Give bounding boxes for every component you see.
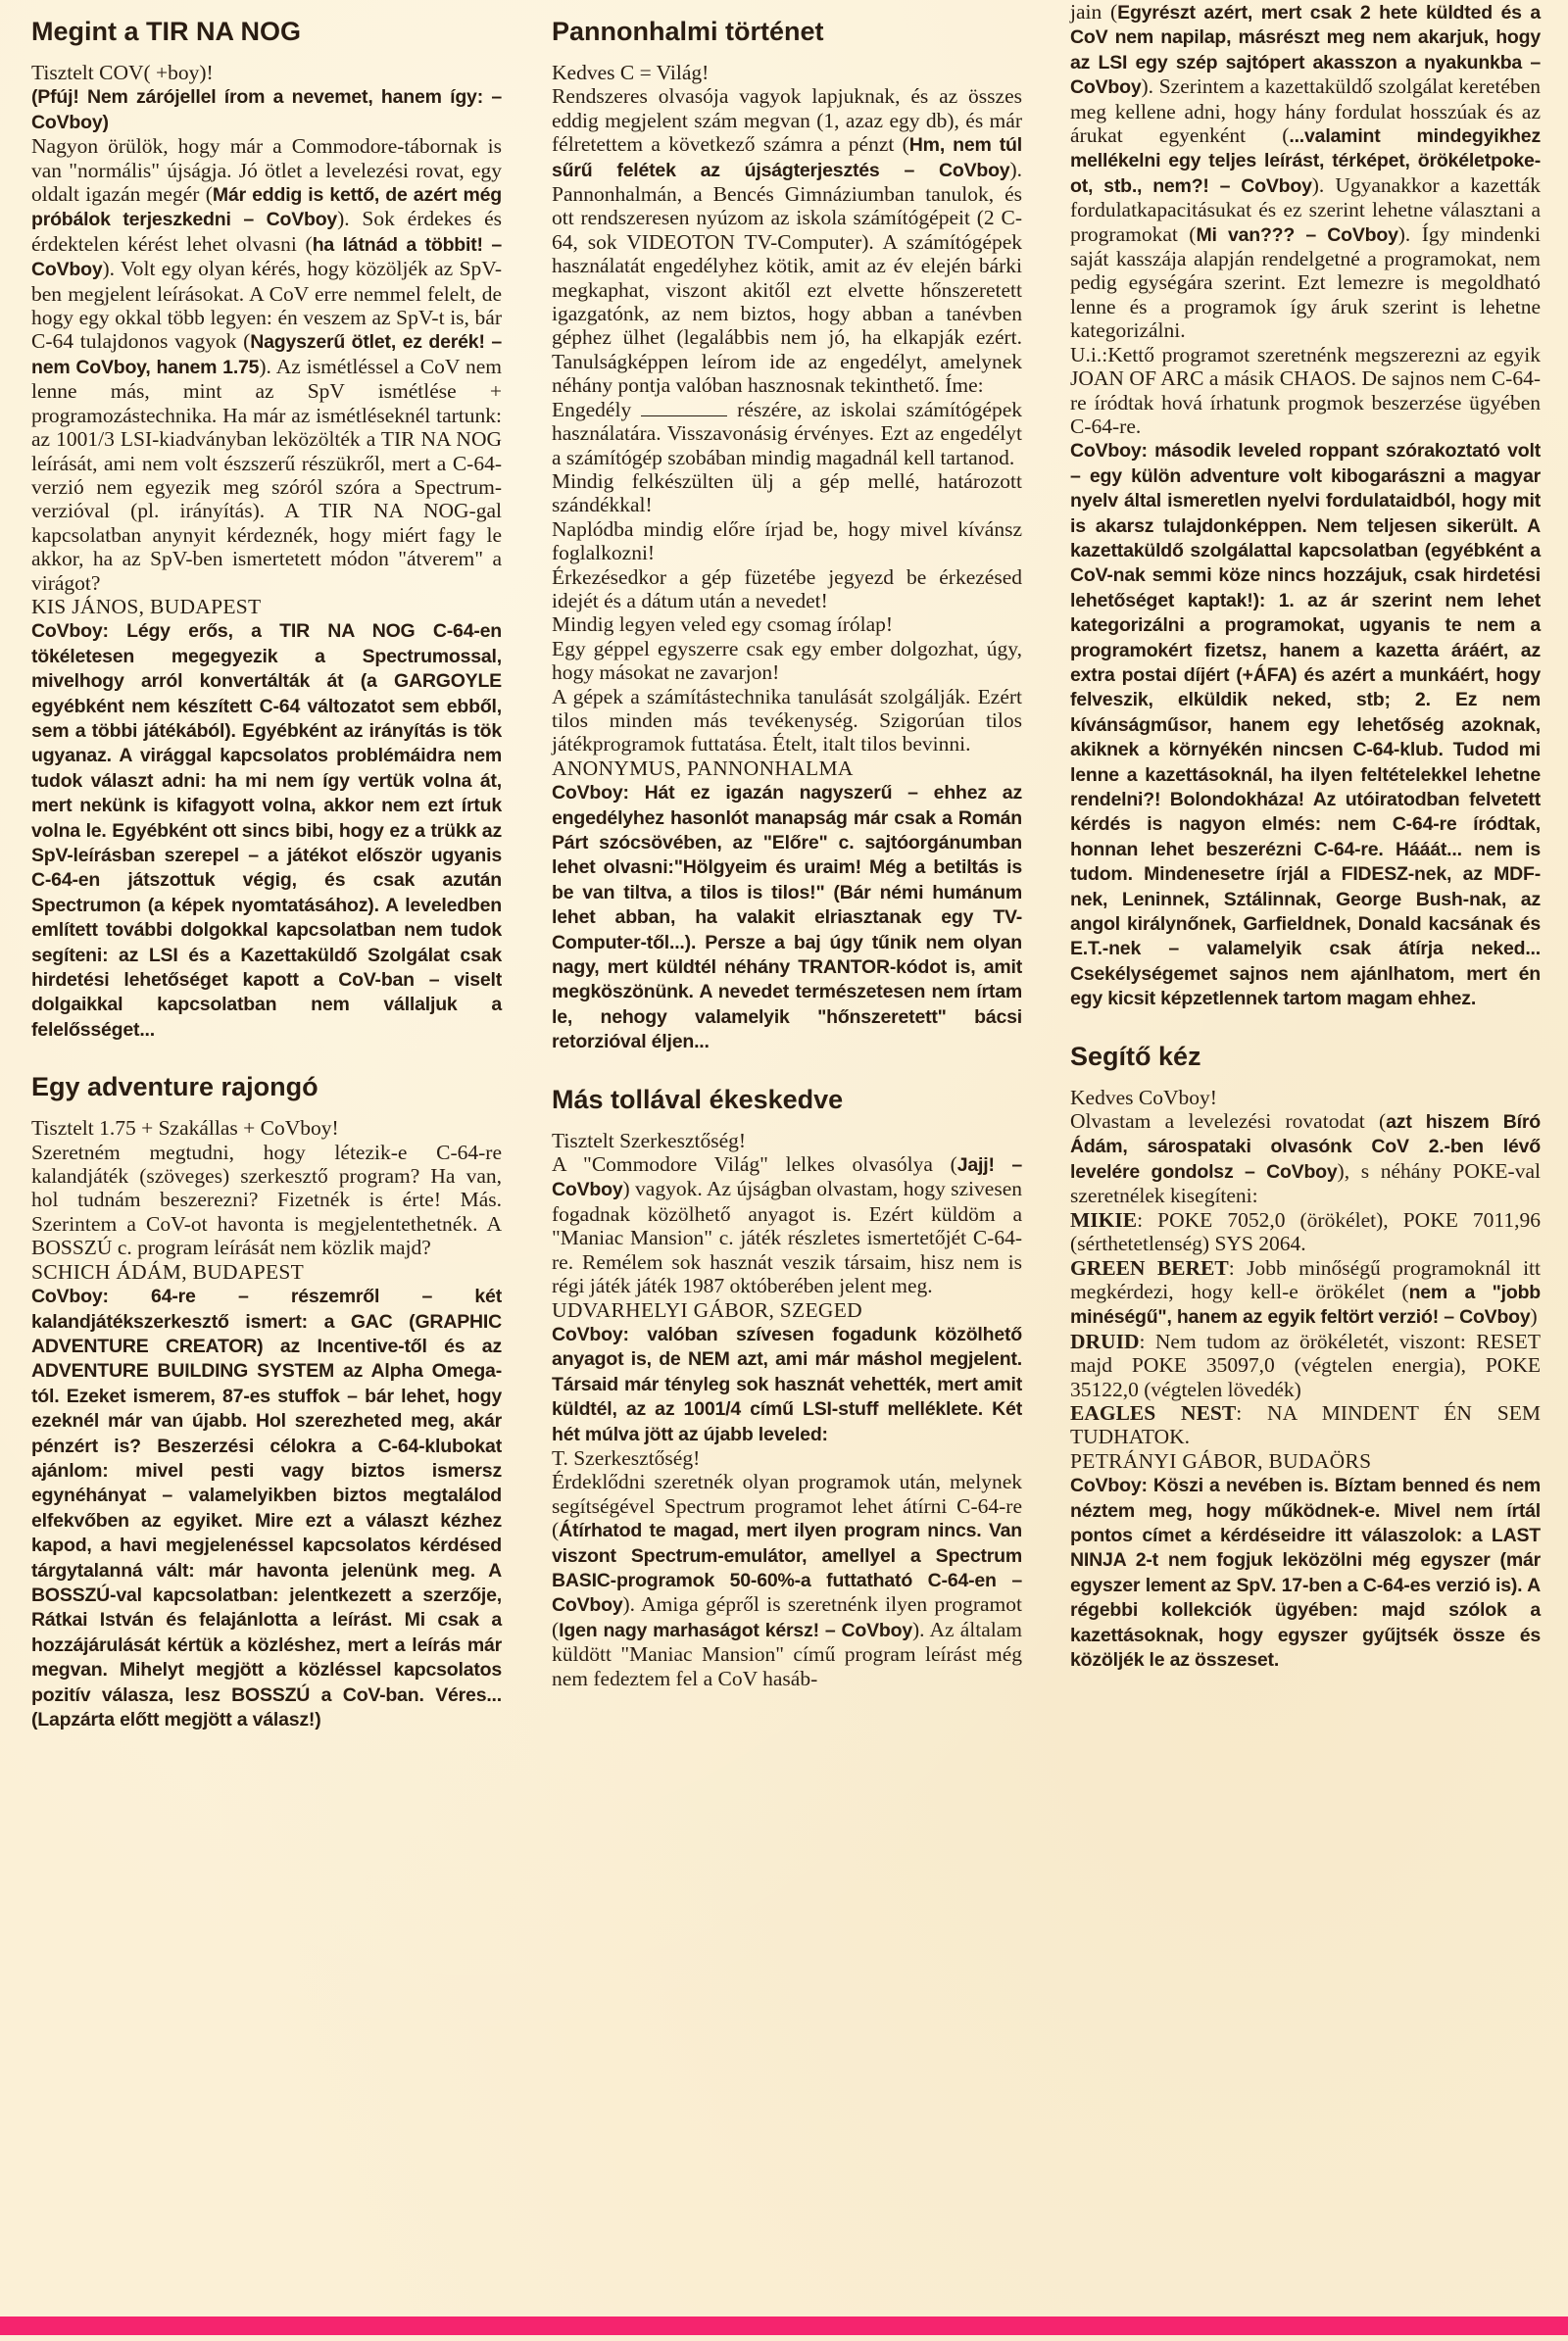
editor-reply <box>31 618 502 1042</box>
letter-text: Egy géppel egyszerre csak egy ember dolgozhat, úgy, hogy másokat ne zavarjon! <box>552 636 1022 685</box>
letter-text: jain ( <box>1070 0 1118 24</box>
section-title: Megint a TIR NA NOG <box>31 17 301 46</box>
letter-text: Mindig legyen veled egy csomag írólap! <box>552 612 894 637</box>
paragraph <box>1070 1401 1541 1449</box>
letter-text: ). Szerintem a kazettaküldő szolgálat keretében meg kellene adni, hogy hány fordulat hosszúak és az árukat egyenként ( <box>1070 74 1541 148</box>
letter-section <box>31 1071 502 1731</box>
covboy-comment: Már eddig is kettő, de azért még próbálok terjeszkedni – CoVboy <box>31 184 502 231</box>
editor-reply <box>552 780 1022 1053</box>
covboy-comment: Nagyszerű ötlet, ez derék! – nem CoVboy, hanem 1.75 <box>31 331 502 378</box>
editor-reply <box>31 84 502 134</box>
letter-text: ). Ugyanakkor a kazetták fordulatkapacitásukat és ez szerint lehetne választani a programokat ( <box>1070 172 1542 246</box>
paragraph <box>1070 0 1541 343</box>
covboy-comment: CoVboy: valóban szívesen fogadunk közölhető anyagot is, de NEM azt, ami már máshol megjelent. Társaid már tényleg sok hasznát vehették, mert amit küldtél, az az 1001/4 című LSI-stuff melléklete. Két hét múlva jött az újabb leveled: <box>552 1323 1022 1445</box>
paragraph <box>1070 343 1541 439</box>
paragraph <box>552 469 1022 517</box>
covboy-comment: CoVboy: Hát ez igazán nagyszerű – ehhez az engedélyhez hasonlót manapság már csak a Román Párt szócsövében, az "Előre" c. sajtóorgánumban lehet olvasni:"Hölgyeim és uraim! Még a betiltás is be van tiltva, a tilos is tilos!" (Bár némi humánum lehet abban, ha valakit elriasztanak egy TV-Computer-től...). Persze a baj úgy tűnik nem olyan nagy, mert küldtél néhány TRANTOR-kódot is, amit megköszönünk. A nevedet természetesen nem írtam le, nehogy valamelyik "hőnszeretett" bácsi retorzióval éljen... <box>552 782 1022 1053</box>
letter-text: Nagyon örülök, hogy már a Commodore-tábornak is van "normális" újságja. Jó ötlet a levelezési rovat, egy oldalt igazán megér ( <box>31 134 502 207</box>
section-title: Más tollával ékeskedve <box>552 1084 844 1114</box>
covboy-comment: ...valamint mindegyikhez mellékelni egy teljes leírást, térképet, örökéletpoke-ot, stb., nem?! – CoVboy <box>1070 125 1542 197</box>
letter-text: : NA MINDENT ÉN SEM TUDHATOK. <box>1070 1400 1541 1449</box>
section-title: Pannonhalmi történet <box>552 17 824 46</box>
section-title: Egy adventure rajongó <box>31 1072 318 1102</box>
letter-text: A "Commodore Világ" lelkes olvasólya ( <box>552 1152 957 1177</box>
paragraph <box>552 1446 1022 1470</box>
paragraph <box>31 1116 502 1140</box>
letter-text: Naplódba mindig előre írjad be, hogy mivel kívánsz foglalkozni! <box>552 516 1022 565</box>
letter-text: ). Így mindenki saját kasszája alapján rendelgetné a programokat, nem pedig egységára szerint. Ezt lemezre is megoldható lenne és a programok így áruk szerint is lehetne kategorizálni. <box>1070 221 1541 343</box>
author-name: ANONYMUS, PANNONHALMA <box>552 756 854 780</box>
letter-text: Szeretném megtudni, hogy létezik-e C-64-re kalandjáték (szöveges) szerkesztő program? Ha van, hol tudnám beszerezni? Fizetnék is érte! Más. Szerintem a CoV-ot havonta is megjelentethetnék. A BOSSZÚ c. program leírását nem közlik majd? <box>31 1140 502 1260</box>
paragraph <box>552 612 1022 636</box>
author-name: UDVARHELYI GÁBOR, SZEGED <box>552 1297 862 1322</box>
letter-text: Kedves C = Világ! <box>552 61 710 84</box>
letter-section <box>31 16 502 1042</box>
game-title: DRUID <box>1070 1329 1140 1353</box>
covboy-comment: ha látnád a többit! – CoVboy <box>31 233 502 281</box>
paragraph <box>552 685 1022 756</box>
paragraph <box>552 1152 1022 1297</box>
editor-reply <box>552 1322 1022 1446</box>
covboy-comment: (Pfúj! Nem zárójellel írom a nevemet, hanem így: – CoVboy) <box>31 86 502 133</box>
covboy-comment: CoVboy: Légy erős, a TIR NA NOG C-64-en tökéletesen megegyezik a Spectrumossal, mivelhogy arról konvertálták át (a GARGOYLE egyébként nem készített C-64 változatot sem ebből, sem a többi játékából). Egyébként az irányítás is tök ugyanaz. A virággal kapcsolatos problémáidra nem tudok választ adni: ha mi nem így vertük volna át, mert nekünk is kifagyott volna, akkor nem ezt írtuk volna le. Egyébként ott sincs bibi, hogy ez a trükk az SpV-leírásban szerepel – a játékot először ugyanis C-64-en játszottuk végig, és csak azután Spectrumon (a képek nyomtatásához). A leveledben említett további dolgokkal kapcsolatban nem tudok segíteni: az LSI és a Kazettaküldő Szolgálat csak hirdetési lehetőséget kapott a CoV-ban – viselt dolgaikkal kapcsolatban nem vállaljuk a felelősséget... <box>31 620 502 1041</box>
letter-text: A gépek a számítástechnika tanulását szolgálják. Ezért tilos minden más tevékenység. Szigorúan tilos játékprogramok futtatása. Ételt, italt tilos bevinni. <box>552 684 1022 756</box>
letter-text: részére, az iskolai számítógépek használatára. Visszavonásig érvényes. Ezt az engedélyt a számítógép szobában mindig magadnál kell tartanod. <box>552 397 1022 469</box>
section-title: Segítő kéz <box>1070 1041 1201 1071</box>
editor-reply <box>31 1284 502 1731</box>
game-title: MIKIE <box>1070 1207 1138 1232</box>
letter-text: U.i.:Kettő programot szeretnénk megszerezni az egyik JOAN OF ARC a másik CHAOS. De sajnos nem C-64-re íródtak hová írhatunk progmok beszerzése ügyében C-64-re. <box>1070 342 1541 438</box>
paragraph <box>552 398 1022 469</box>
covboy-comment: CoVboy: 64-re – részemről – két kalandjátékszerkesztő ismert: a GAC (GRAPHIC ADVENTURE CREATOR) az Incentive-től és az ADVENTURE BUILDING SYSTEM az Alpha Omega-tól. Ezeket ismerem, 87-es stuffok – bár lehet, hogy ezeknél már van újabb. Hol szerezheted meg, akár pénzért is? Beszerzési célokra a C-64-klubokat ajánlom: mivel pesti vagy biztos ismersz egynéhányat – valamelyikben biztos megtalálod elfekvőben az egyiket. Mire ezt a választ kézhez kapod, a havi megjelenéssel kapcsolatos kérdésed tárgytalanná vált: már havonta jelenünk meg. A BOSSZÚ-val kapcsolatban: jelentkezett a szerzője, Rátkai István és felajánlotta a leírást. Mi csak a hozzájárulását kértük a közléshez, mert a leírás már megvan. Mihelyt megjött a közléssel kapcsolatos pozitív válasza, lesz BOSSZÚ a CoV-ban. Véres... (Lapzárta előtt megjött a válasz!) <box>31 1286 502 1731</box>
covboy-comment: CoVboy: második leveled roppant szórakoztató volt – egy külön adventure volt kibogarászni a magyar nyelv által ismeretlen nyelvi fordulataidból, hogy mit is akarsz tulajdonképpen. Nem teljesen sikerült. A kazettaküldő szolgálattal kapcsolatban (egyébként a CoV-nak semmi köze nincs hozzájuk, csak hirdetési lehetőséget kaptak!): 1. az ár szerint nem lehet kategorizálni a programokat, ugyanis te nem a programokért fizetsz, hanem a kazetta áráért, az extra postai díjért (+ÁFA) és azért a munkáért, hogy felveszik, elküldik neked, stb; 2. Ez nem kívánságműsor, hanem egy lehetőség azoknak, akiknek a környékén nincsen C-64-klub. Tudod mi lenne a kazettásoknál, ha ilyen feltételekkel lehetne rendelni?! Bolondokháza! Az utóiratodban felvetett kérdés is nagyon elmés: nem C-64-re íródtak, honnan lehet beszerézni C-64-re. Hááát... nem is tudom. Mindenesetre írjál a FIDESZ-nek, az MDF-nek, Leninnek, Sztálinnak, George Bush-nak, az angol királynőnek, Garfieldnek, Donald kacsának és E.T.-nek – valamelyik csak átírja neked... Csekélységemet sajnos nem ajánlhatom, mert én egy kicsit képzetlennek tartom magam ehhez. <box>1070 440 1541 1010</box>
paragraph <box>1070 1109 1541 1208</box>
paragraph <box>1070 1256 1541 1330</box>
letter-section <box>1070 0 1541 1011</box>
letter-text: Rendszeres olvasója vagyok lapjuknak, és az összes eddig megjelent szám megvan (1, azaz egy db), és már félretettem a következő számra a pénzt ( <box>552 84 1022 157</box>
column-3 <box>1070 0 1541 1701</box>
letter-text: ) vagyok. Az újságban olvastam, hogy szivesen fogadnak közölhető anyagot is. Ezért küldöm a "Maniac Mansion" c. játék részletes ismertetőjét C-64-re. Remélem sok hasznát veszik társaim, hisz nem is régi játék játék 1987 októberében jelent meg. <box>552 1177 1022 1298</box>
paragraph <box>552 517 1022 565</box>
signature <box>31 1260 502 1284</box>
letter-text: T. Szerkesztőség! <box>552 1445 701 1470</box>
paragraph <box>552 84 1022 397</box>
covboy-comment: azt hiszem Bíró Ádám, sárospataki olvasónk CoV 2.-ben lévő levelére gondolsz – CoVboy <box>1070 1111 1541 1183</box>
signature <box>31 595 502 618</box>
letter-text: Érkezésedkor a gép füzetébe jegyezd be érkezésed idejét és a dátum után a nevedet! <box>552 564 1022 612</box>
letter-text: : Nem tudom az örökéletét, viszont: RESET majd POKE 35097,0 (végtelen energia), POKE 35122,0 (végtelen lövedék) <box>1070 1329 1541 1401</box>
letter-text: Tisztelt Szerkesztőség! <box>552 1128 747 1152</box>
letter-text: ). Sok érdekes és érdektelen kérést lehet olvasni ( <box>31 207 503 256</box>
letter-text: Érdeklődni szeretnék olyan programok után, melynek segítségével Spectrum programot lehet átírni C-64-re ( <box>552 1470 1022 1542</box>
paragraph <box>552 565 1022 613</box>
signature <box>552 756 1022 780</box>
blank-line <box>641 400 727 416</box>
letter-text: Olvastam a levelezési rovatodat ( <box>1070 1109 1387 1134</box>
covboy-comment: CoVboy: Köszi a nevében is. Bíztam benned és nem néztem meg, hogy működnek-e. Mivel nem írtál pontos címet a kérdéseidre itt válaszolok: a LAST NINJA 2-t nem fogjuk leközölni még egyszer (már egyszer lement az SpV. 17-ben a C-64-es verzió is). A régebbi kollekciók ügyében: majd szólok a kazettásoknak, hogy egyszer gyűjtsék össze és közöljék le az összeset. <box>1070 1475 1541 1671</box>
paragraph <box>1070 1330 1541 1401</box>
game-title: EAGLES NEST <box>1070 1400 1237 1425</box>
letter-text: Kedves CoVboy! <box>1070 1085 1217 1109</box>
covboy-comment: Átírhatod te magad, mert ilyen program nincs. Van viszont Spectrum-emulátor, amellyel a Spectrum BASIC-programok 50-60%-a futtatható C-64-en – CoVboy <box>552 1520 1022 1617</box>
covboy-comment: Hm, nem túl sűrű felétek az újságterjesztés – CoVboy <box>552 134 1022 181</box>
letter-text: : Jobb minőségű programoknál itt megkérdezi, hogy kell-e örökélet ( <box>1070 1255 1541 1303</box>
covboy-comment: Mi van??? – CoVboy <box>1196 223 1398 246</box>
paragraph <box>1070 1086 1541 1109</box>
paragraph <box>31 134 502 595</box>
paragraph <box>1070 1208 1541 1256</box>
letter-text: ). Pannonhalmán, a Bencés Gimnáziumban tanulok, és ott rendszeresen nyúzom az iskola számítógépeit (2 C-64, sok VIDEOTON TV-Computer). A számítógépek használatát engedélyhez kötik, amit az év elején bárki megkaphat, viszont akitől ezt elvette hőnszeretett igazgatónk, az nem biztos, hogy abban a tanévben géphez ülhet (legalábbis nem jó, ha elkapják ezért. Tanulságképpen leírom ide az engedélyt, amelynek néhány pontja valóban hasznosnak tekinthető. Íme: <box>552 157 1022 398</box>
column-2 <box>552 0 1022 1720</box>
letter-text: : POKE 7052,0 (örökélet), POKE 7011,96 (sérthetetlenség) SYS 2064. <box>1070 1207 1541 1256</box>
column-1 <box>31 0 502 1761</box>
covboy-comment: nem a "jobb minéségű", hanem az egyik feltört verzió! – CoVboy <box>1070 1281 1541 1329</box>
letter-section <box>552 1084 1022 1690</box>
letter-text: ). Az ismétléssel a CoV nem lenne más, mint az SpV ismétlése + programozástechnika. Ha már az ismétléseknél tartunk: az 1001/3 LSI-kiadványban leközölték a TIR NA NOG leírását, ami nem volt észszerű részükről, mert a C-64-verzió nem egyezik meg szóról szóra a Spectrum-verzióval (pl. irányítás). A TIR NA NOG-gal kapcsolatban anynyit kérdeznék, hogy miért fagy le akkor, ha az SpV-ben ismertetett módon "átverem" a virágot? <box>31 354 503 595</box>
letter-text: Tisztelt 1.75 + Szakállas + CoVboy! <box>31 1116 339 1141</box>
letter-text: Tisztelt COV( +boy)! <box>31 61 214 84</box>
letter-text: Engedély <box>552 397 642 421</box>
signature <box>1070 1449 1541 1473</box>
paragraph <box>552 61 1022 84</box>
paragraph <box>31 61 502 84</box>
letter-section <box>1070 1041 1541 1673</box>
letter-text: Mindig felkészülten ülj a gép mellé, határozott szándékkal! <box>552 468 1022 517</box>
letter-text: ), s néhány POKE-val szeretnélek kisegíteni: <box>1070 1158 1541 1208</box>
letter-section <box>552 16 1022 1054</box>
covboy-comment: Egyrészt azért, mert csak 2 hete küldted és a CoV nem napilap, másrészt meg nem akarjuk, hogy az LSI egy szép sajtópert akasszon a nyakunkba – CoVboy <box>1070 2 1541 99</box>
editor-reply <box>1070 1473 1541 1672</box>
letter-text: ). Az általam küldött "Maniac Mansion" című program leírást még nem fedeztem fel a CoV hasáb- <box>552 1617 1022 1690</box>
letter-text: ). Volt egy olyan kérés, hogy közöljék az SpV-ben megjelent leírásokat. A CoV erre nemmel felelt, de hogy egy okkal több legyen: én veszem az SpV-t is, bár C-64 tulajdonos vagyok ( <box>31 257 502 354</box>
editor-reply <box>1070 438 1541 1010</box>
letter-text: ). Amiga gépről is szeretnénk ilyen programot ( <box>552 1592 1022 1641</box>
paragraph <box>552 1470 1022 1690</box>
covboy-comment: Jajj! – CoVboy <box>552 1154 1022 1201</box>
letter-text: ) <box>1530 1304 1538 1329</box>
paragraph <box>552 637 1022 685</box>
paragraph <box>31 1141 502 1260</box>
covboy-comment: Igen nagy marhaságot kérsz! – CoVboy <box>559 1619 912 1641</box>
author-name: SCHICH ÁDÁM, BUDAPEST <box>31 1259 305 1284</box>
signature <box>552 1298 1022 1322</box>
author-name: KIS JÁNOS, BUDAPEST <box>31 594 262 618</box>
author-name: PETRÁNYI GÁBOR, BUDAÖRS <box>1070 1448 1372 1473</box>
game-title: GREEN BERET <box>1070 1255 1229 1280</box>
paragraph <box>552 1129 1022 1152</box>
accent-bar <box>0 2317 1568 2335</box>
